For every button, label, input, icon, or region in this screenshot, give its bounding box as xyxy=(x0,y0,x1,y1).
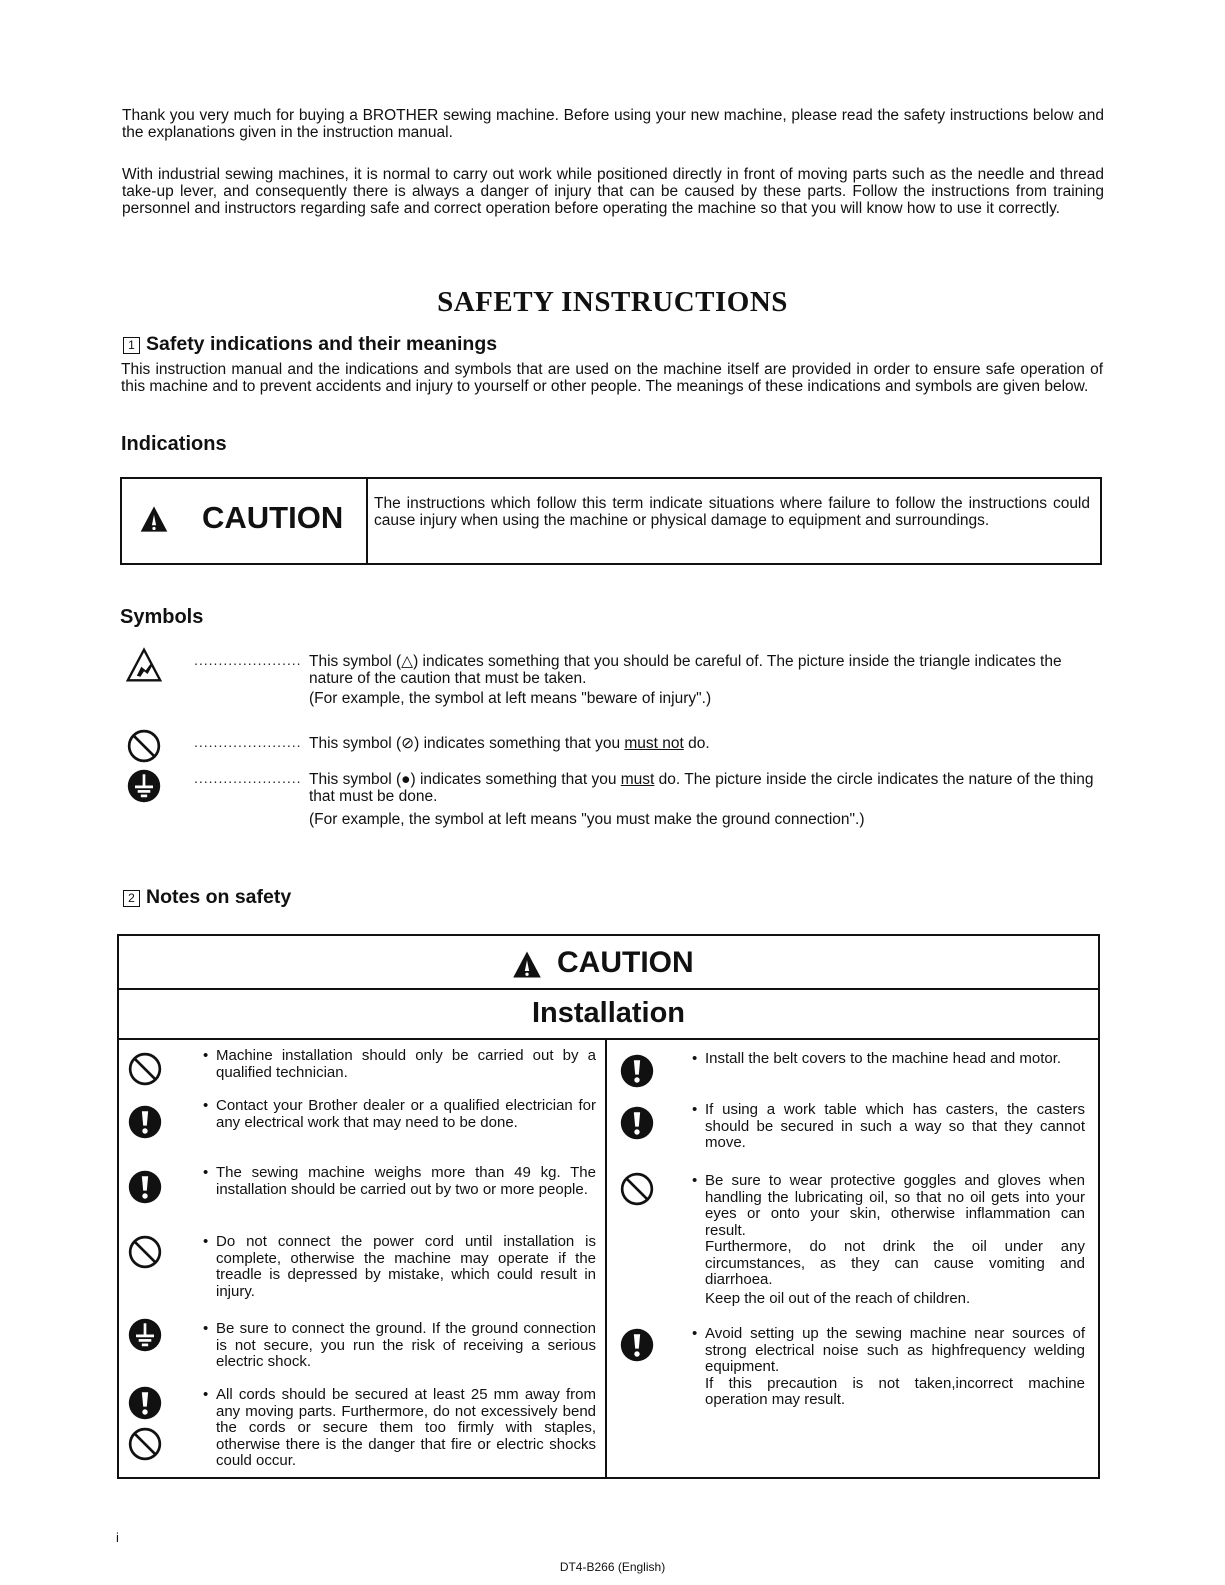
list-item: • If using a work table which has casters, the casters should be secured in such a way so that they cannot move. xyxy=(692,1101,1085,1151)
list-item-text: Do not connect the power cord until installation is complete, otherwise the machine may operate if the treadle is depressed by mistake, which could result in injury. xyxy=(216,1233,596,1300)
caution-box-label: CAUTION xyxy=(557,946,694,979)
indications-heading: Indications xyxy=(121,433,227,455)
mandatory-action-icon xyxy=(127,1104,163,1140)
section-1-number: 1 xyxy=(123,337,140,354)
prohibited-icon xyxy=(127,1426,163,1462)
page-title: SAFETY INSTRUCTIONS xyxy=(437,286,788,318)
caution-triangle-icon xyxy=(511,950,543,979)
ground-connection-icon xyxy=(127,1317,163,1353)
symbols-heading: Symbols xyxy=(120,606,204,628)
list-item: • Be sure to connect the ground. If the ground connection is not secure, you run the risk of receiving a serious electric shock. xyxy=(203,1320,596,1370)
list-item: • Avoid setting up the sewing machine near sources of strong electrical noise such as highfrequency welding equipment. If this precaution is not taken,incorrect machine operation may result. xyxy=(692,1325,1085,1408)
caution-installation-box xyxy=(117,934,1100,1479)
symbol-3-text xyxy=(309,771,1103,805)
caution-indication-box xyxy=(120,477,1102,565)
symbol-1-text: This symbol (△) indicates something that you should be careful of. The picture inside the triangle indicates the nature of the caution that must be taken. xyxy=(309,653,1062,687)
list-item: • Machine installation should only be carried out by a qualified technician. xyxy=(203,1047,596,1081)
caution-triangle-icon xyxy=(139,505,169,533)
document-code: DT4-B266 (English) xyxy=(559,1560,666,1574)
symbol-3-text-a: This symbol (●) indicates something that you xyxy=(309,771,621,788)
list-item: • Install the belt covers to the machine head and motor. xyxy=(692,1050,1062,1067)
installation-subtitle: Installation xyxy=(119,990,1098,1040)
symbol-2-leader: ...................... xyxy=(194,734,302,750)
caution-box-header xyxy=(119,936,1098,990)
symbol-3-leader: ...................... xyxy=(194,770,302,786)
section-2-heading xyxy=(123,886,291,909)
list-item: • All cords should be secured at least 25 mm away from any moving parts. Furthermore, do not excessively bend the cords or secure them too firmly with staples, otherwise there is the danger that fire or electric shocks could occur. xyxy=(203,1386,596,1469)
symbol-2-text xyxy=(309,735,710,752)
prohibited-icon xyxy=(127,1051,163,1087)
symbol-3-text-underlined: must xyxy=(620,771,655,788)
symbol-2-text-a: This symbol (⊘) indicates something that you xyxy=(309,735,625,752)
list-item-text: Keep the oil out of the reach of children. xyxy=(705,1289,971,1307)
list-item: • Contact your Brother dealer or a qualified electrician for any electrical work that may need to be done. xyxy=(203,1097,596,1131)
section-2-number: 2 xyxy=(123,890,140,907)
symbol-1-example: (For example, the symbol at left means "beware of injury".) xyxy=(309,690,712,707)
symbol-3-text-b: do. The picture inside the circle indicates the nature of the thing that must be done. xyxy=(309,771,1094,805)
section-2-title: Notes on safety xyxy=(146,886,292,908)
symbol-2-text-underlined: must not xyxy=(624,735,684,752)
caution-description: The instructions which follow this term indicate situations where failure to follow the instructions could cause injury when using the machine or physical damage to equipment and surroundings. xyxy=(374,495,1090,529)
list-item: • Do not connect the power cord until installation is complete, otherwise the machine may operate if the treadle is depressed by mistake, which could result in injury. xyxy=(203,1233,596,1300)
list-item-text: The sewing machine weighs more than 49 kg. The installation should be carried out by two or more people. xyxy=(216,1164,596,1198)
mandatory-action-icon xyxy=(127,1169,163,1205)
mandatory-action-icon xyxy=(619,1105,655,1141)
list-item-text: Be sure to connect the ground. If the ground connection is not secure, you run the risk of receiving a serious electric shock. xyxy=(216,1320,596,1370)
list-item-text: Be sure to wear protective goggles and gloves when handling the lubricating oil, so that no oil gets into your eyes or onto your skin, otherwise inflammation can result. xyxy=(705,1172,1085,1239)
ground-connection-icon xyxy=(126,768,162,804)
list-item-text: Install the belt covers to the machine head and motor. xyxy=(705,1050,1062,1067)
list-item-text: If using a work table which has casters, the casters should be secured in such a way so that they cannot move. xyxy=(705,1101,1085,1151)
prohibited-icon xyxy=(126,728,162,764)
list-item-text: If this precaution is not taken,incorrect machine operation may result. xyxy=(705,1374,1085,1408)
prohibited-icon xyxy=(619,1171,655,1207)
page-number: i xyxy=(116,1530,119,1545)
section-1-text: This instruction manual and the indications and symbols that are used on the machine itself are provided in order to ensure safe operation of this machine and to prevent accidents and injury to yourself or other people. The meanings of these indications and symbols are given below. xyxy=(121,361,1103,395)
column-divider xyxy=(605,1040,607,1477)
list-item: • The sewing machine weighs more than 49 kg. The installation should be carried out by two or more people. xyxy=(203,1164,596,1198)
symbol-2-text-b: do. xyxy=(683,735,710,752)
list-item-text: Contact your Brother dealer or a qualified electrician for any electrical work that may need to be done. xyxy=(216,1097,596,1131)
mandatory-action-icon xyxy=(127,1385,163,1421)
intro-paragraph-2: With industrial sewing machines, it is normal to carry out work while positioned directly in front of moving parts such as the needle and thread take-up lever, and consequently there is always a danger of injury that can be caused by these parts. Follow the instructions from training personnel and instructors regarding safe and correct operation before operating the machine so that you will know how to use it correctly. xyxy=(122,166,1104,217)
list-item-text: Furthermore, do not drink the oil under any circumstances, as they can cause vomiting and diarrhoea. xyxy=(705,1238,1085,1288)
section-1-heading xyxy=(123,333,497,356)
list-item-text: Avoid setting up the sewing machine near sources of strong electrical noise such as highfrequency welding equipment. xyxy=(705,1325,1085,1375)
caution-label: CAUTION xyxy=(202,500,344,535)
beware-injury-icon xyxy=(125,647,163,683)
caution-label-cell xyxy=(122,479,368,563)
list-item: • Be sure to wear protective goggles and gloves when handling the lubricating oil, so that no oil gets into your eyes or onto your skin, otherwise inflammation can result. Furthermore, do not drink the oil under any circumstances, as they can cause vomiting and diarrhoea. Keep the oil out of the reach of children. xyxy=(692,1172,1085,1307)
symbol-3-example: (For example, the symbol at left means "you must make the ground connection".) xyxy=(309,811,865,828)
list-item-text: Machine installation should only be carried out by a qualified technician. xyxy=(216,1047,596,1081)
mandatory-action-icon xyxy=(619,1327,655,1363)
intro-paragraph-1: Thank you very much for buying a BROTHER sewing machine. Before using your new machine, please read the safety instructions below and the explanations given in the instruction manual. xyxy=(122,107,1104,141)
mandatory-action-icon xyxy=(619,1053,655,1089)
list-item-text: All cords should be secured at least 25 mm away from any moving parts. Furthermore, do not excessively bend the cords or secure them too firmly with staples, otherwise there is the danger that fire or electric shocks could occur. xyxy=(216,1386,596,1469)
symbol-1-leader: ...................... xyxy=(194,652,302,668)
prohibited-icon xyxy=(127,1234,163,1270)
section-1-title: Safety indications and their meanings xyxy=(146,333,498,355)
